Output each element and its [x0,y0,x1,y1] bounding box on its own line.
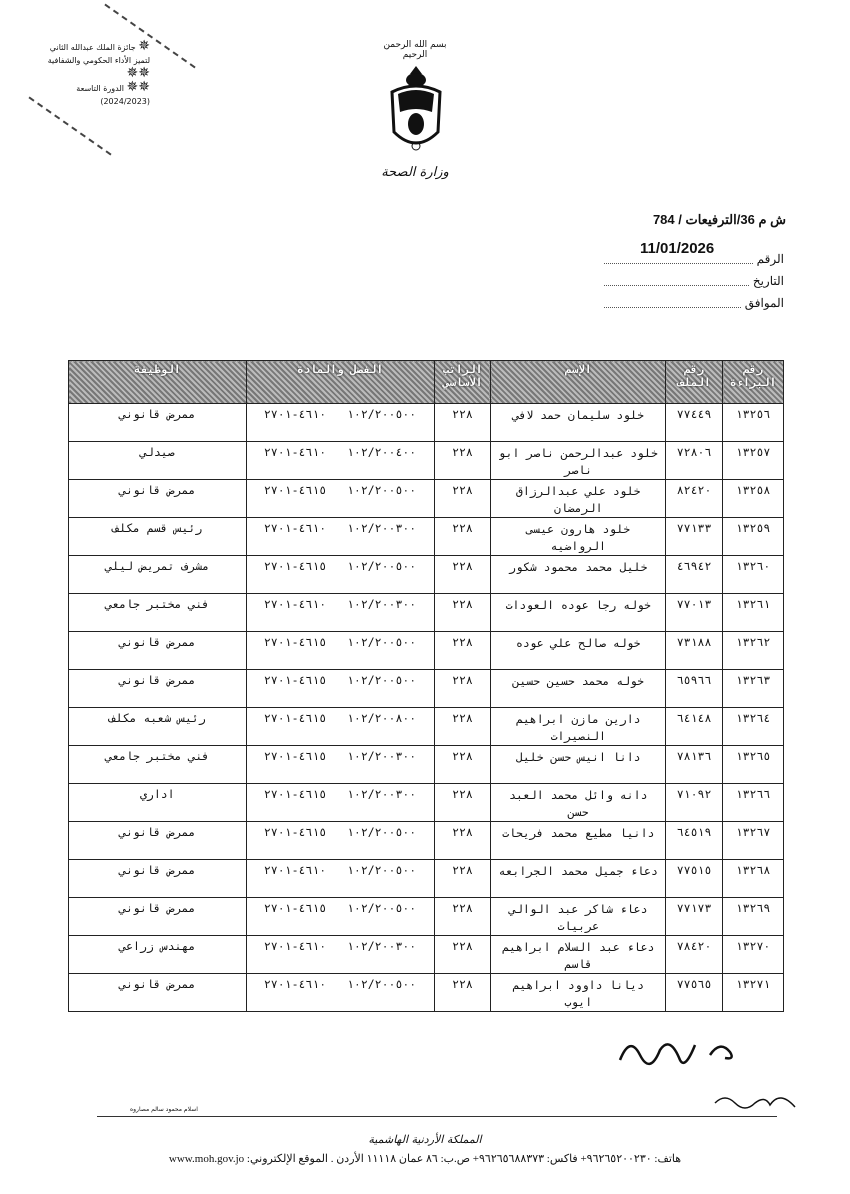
file-number: ٧٧٠١٣ [666,594,723,632]
chapter-article: ١٠٢/٢٠٠٥٠٠ ٤٦١٠-٢٧٠١ [246,974,434,1012]
certificate-number: ١٣٢٦٠ [723,556,784,594]
basic-salary: ٢٢٨ [434,518,491,556]
certificate-number: ١٣٢٥٩ [723,518,784,556]
table-row [69,556,784,594]
table-row [69,708,784,746]
table-row [69,632,784,670]
table-row [69,746,784,784]
promotions-table [68,360,784,1012]
header-name: الإسم [491,361,666,404]
signature [610,1030,750,1084]
chapter-article: ١٠٢/٢٠٠٥٠٠ ٤٦١٥-٢٧٠١ [246,670,434,708]
chapter-article: ١٠٢/٢٠٠٥٠٠ ٤٦١٥-٢٧٠١ [246,898,434,936]
employee-name: دعاء جميل محمد الجرابعه [491,860,666,898]
chapter-article: ١٠٢/٢٠٠٣٠٠ ٤٦١٥-٢٧٠١ [246,746,434,784]
footer-divider [97,1116,777,1117]
job-title: ممرض قانوني [69,974,247,1012]
contact-info: هاتف: ٩٦٢٦٥٢٠٠٢٣٠+ فاكس: ٩٦٢٦٥٦٨٨٣٧٣+ ص.ب: ٨٦ عمان ١١١١٨ الأردن . الموقع الإلكتروني: www.moh.gov.jo [168,1153,682,1165]
file-number: ٧٨٤٢٠ [666,936,723,974]
certificate-number: ١٣٢٦٧ [723,822,784,860]
basmala: بسم الله الرحمن الرحيم [383,40,447,60]
basic-salary: ٢٢٨ [434,936,491,974]
employee-name: دانا انيس حسن خليل [491,746,666,784]
header-chapter-article: الفصل والمادة [246,361,434,404]
chapter-article: ١٠٢/٢٠٠٥٠٠ ٤٦١٠-٢٧٠١ [246,860,434,898]
star-icon: ✵ [138,38,150,54]
job-title: ممرض قانوني [69,404,247,442]
chapter-article: ١٠٢/٢٠٠٥٠٠ ٤٦١٥-٢٧٠١ [246,632,434,670]
file-number: ٧٧٥٦٥ [666,974,723,1012]
certificate-number: ١٣٢٥٨ [723,480,784,518]
header-certificate-number: رقم البراءة [723,361,784,404]
certificate-number: ١٣٢٦٩ [723,898,784,936]
basic-salary: ٢٢٨ [434,708,491,746]
ref-field [604,252,784,266]
file-number: ٧٧٥١٥ [666,860,723,898]
employee-name: خوله رجا عوده العودات [491,594,666,632]
chapter-article: ١٠٢/٢٠٠٣٠٠ ٤٦١٥-٢٧٠١ [246,784,434,822]
file-number: ٨٢٤٢٠ [666,480,723,518]
certificate-number: ١٣٢٥٦ [723,404,784,442]
employee-name: دعاء شاكر عبد الوالي عربيات [491,898,666,936]
corresponding-field [604,296,784,310]
chapter-article: ١٠٢/٢٠٠٥٠٠ ٤٦١٥-٢٧٠١ [246,556,434,594]
table-header-row [69,361,784,404]
file-number: ٦٤١٤٨ [666,708,723,746]
employee-name: دعاء عبد السلام ابراهيم قاسم [491,936,666,974]
chapter-article: ١٠٢/٢٠٠٣٠٠ ٤٦١٠-٢٧٠١ [246,518,434,556]
basic-salary: ٢٢٨ [434,556,491,594]
basic-salary: ٢٢٨ [434,974,491,1012]
employee-name: خلود سليمان حمد لافي [491,404,666,442]
employee-name: ديانا داوود ابراهيم ايوب [491,974,666,1012]
table-row [69,784,784,822]
employee-name: خليل محمد محمود شكور [491,556,666,594]
chapter-article: ١٠٢/٢٠٠٥٠٠ ٤٦١٥-٢٧٠١ [246,480,434,518]
table-row [69,974,784,1012]
jordan-coat-of-arms-icon [386,62,446,161]
file-number: ٧٨١٣٦ [666,746,723,784]
job-title: ممرض قانوني [69,898,247,936]
file-number: ٧١٠٩٢ [666,784,723,822]
basic-salary: ٢٢٨ [434,442,491,480]
table-row [69,822,784,860]
header-file-number: رقم الملف [666,361,723,404]
award-text: لتميز الأداء الحكومي والشفافية [47,56,150,65]
certificate-number: ١٣٢٦٢ [723,632,784,670]
job-title: رئيس شعبه مكلف [69,708,247,746]
basic-salary: ٢٢٨ [434,860,491,898]
certificate-number: ١٣٢٦١ [723,594,784,632]
basic-salary: ٢٢٨ [434,746,491,784]
header-basic-salary: الراتب الأساسي [434,361,491,404]
chapter-article: ١٠٢/٢٠٠٨٠٠ ٤٦١٥-٢٧٠١ [246,708,434,746]
corresponding-label: الموافق [744,296,784,310]
award-logo [30,40,150,108]
kingdom-name: المملكة الأردنية الهاشمية [368,1133,482,1146]
certificate-number: ١٣٢٦٣ [723,670,784,708]
certificate-number: ١٣٢٧١ [723,974,784,1012]
employee-name: دانيا مطيع محمد فريحات [491,822,666,860]
handwritten-signature-text [710,1085,800,1120]
file-number: ٧٧٤٤٩ [666,404,723,442]
employee-name: دانه وائل محمد العبد حسن [491,784,666,822]
file-number: ٧٧١٣٣ [666,518,723,556]
award-text: جائزة الملك عبدالله الثاني [49,43,136,52]
star-icon: ✵✵ [126,65,150,81]
basic-salary: ٢٢٨ [434,594,491,632]
basic-salary: ٢٢٨ [434,404,491,442]
chapter-article: ١٠٢/٢٠٠٣٠٠ ٤٦١٠-٢٧٠١ [246,594,434,632]
file-number: ٦٥٩٦٦ [666,670,723,708]
ref-label: الرقم [756,252,784,266]
table-row [69,480,784,518]
stamp-text: اسلام محمود سالم مصاروه [130,1106,198,1113]
table-row [69,442,784,480]
basic-salary: ٢٢٨ [434,670,491,708]
date-field [604,274,784,288]
job-title: اداري [69,784,247,822]
table-row [69,518,784,556]
job-title: مشرف تمريض ليلي [69,556,247,594]
file-number: ٧٣١٨٨ [666,632,723,670]
file-number: ٧٢٨٠٦ [666,442,723,480]
table-row [69,670,784,708]
job-title: ممرض قانوني [69,822,247,860]
basic-salary: ٢٢٨ [434,632,491,670]
award-text: الدورة التاسعة [76,84,124,93]
job-title: ممرض قانوني [69,632,247,670]
chapter-article: ١٠٢/٢٠٠٥٠٠ ٤٦١٠-٢٧٠١ [246,404,434,442]
employee-name: خلود عبدالرحمن ناصر ابو ناصر [491,442,666,480]
star-icon: ✵✵ [126,79,150,95]
reference-date: 11/01/2026 [640,240,715,257]
employee-name: دارين مازن ابراهيم النصيرات [491,708,666,746]
job-title: فني مختبر جامعي [69,746,247,784]
certificate-number: ١٣٢٧٠ [723,936,784,974]
table-row [69,936,784,974]
chapter-article: ١٠٢/٢٠٠٤٠٠ ٤٦١٠-٢٧٠١ [246,442,434,480]
certificate-number: ١٣٢٦٦ [723,784,784,822]
table-row [69,594,784,632]
basic-salary: ٢٢٨ [434,822,491,860]
chapter-article: ١٠٢/٢٠٠٥٠٠ ٤٦١٥-٢٧٠١ [246,822,434,860]
basic-salary: ٢٢٨ [434,784,491,822]
chapter-article: ١٠٢/٢٠٠٣٠٠ ٤٦١٠-٢٧٠١ [246,936,434,974]
date-label: التاريخ [752,274,784,288]
job-title: رئيس قسم مكلف [69,518,247,556]
employee-name: خلود هارون عيسى الرواضيه [491,518,666,556]
ministry-name: وزارة الصحة [381,165,449,180]
award-year: (2024/2023) [100,97,150,106]
basic-salary: ٢٢٨ [434,480,491,518]
table-row [69,860,784,898]
header-job: الوظيفة [69,361,247,404]
certificate-number: ١٣٢٦٥ [723,746,784,784]
job-title: فني مختبر جامعي [69,594,247,632]
basic-salary: ٢٢٨ [434,898,491,936]
job-title: ممرض قانوني [69,670,247,708]
employee-name: خوله محمد حسين حسين [491,670,666,708]
file-number: ٦٤٥١٩ [666,822,723,860]
file-number: ٤٦٩٤٢ [666,556,723,594]
certificate-number: ١٣٢٦٤ [723,708,784,746]
table-row [69,898,784,936]
job-title: ممرض قانوني [69,480,247,518]
reference-number: ش م 36/الترفيعات / 784 [652,212,786,227]
certificate-number: ١٣٢٥٧ [723,442,784,480]
job-title: مهندس زراعي [69,936,247,974]
employee-name: خلود علي عبدالرزاق الرمضان [491,480,666,518]
job-title: صيدلي [69,442,247,480]
table-row [69,404,784,442]
employee-name: خوله صالح علي عوده [491,632,666,670]
job-title: ممرض قانوني [69,860,247,898]
certificate-number: ١٣٢٦٨ [723,860,784,898]
file-number: ٧٧١٧٣ [666,898,723,936]
